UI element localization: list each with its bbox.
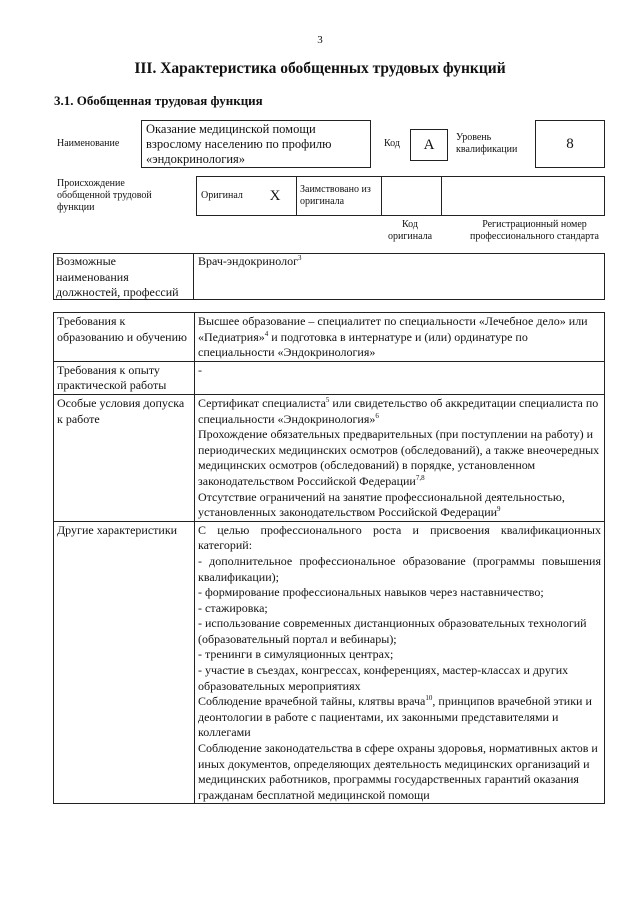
table-row <box>54 521 605 804</box>
experience-value: - <box>195 361 605 394</box>
name-value: Оказание медицинской помощи взрослому населению по профилю «эндокринология» <box>141 120 371 168</box>
table-row <box>54 361 605 394</box>
origin-label: Происхождение обобщенной трудовой функции <box>57 178 152 213</box>
positions-label: Возможные наименования должностей, профессий <box>56 254 179 300</box>
experience-label: Требования к опыту практической работы <box>54 361 195 394</box>
level-label: Уровень квалификации <box>456 132 518 155</box>
section-title: III. Характеристика обобщенных трудовых функций <box>134 60 506 77</box>
code-label: Код <box>384 138 400 149</box>
origin-divider <box>296 176 297 216</box>
code-value: A <box>410 129 448 161</box>
positions-divider <box>193 253 194 300</box>
borrowed-label: Заимствовано из оригинала <box>300 184 371 207</box>
name-label: Наименование <box>57 138 120 149</box>
other-characteristics-value: С целью профессионального роста и присвоения квалификационных категорий: - дополнительное профессиональное образование (программы повышения квалификации); - формирование профессиональных навыков через наставничество; - стажировка; - использование современных дистанционных образовательных технологий (образовательный портал и вебинары); - тренинги в симуляционных центрах; - участие в съездах, конгрессах, конференциях, мастер-классах и других образовательных мероприятиях Соблюдение врачебной тайны, клятвы врача$^{10}$, принципов врачебной этики и деонтологии в работе с пациентами, их законными представителями и коллегами Соблюдение законодательства в сфере охраны здоровья, нормативных актов и иных документов, определяющих деятельность медицинских организаций и медицинских работников, программы государственных гарантий оказания гражданам бесплатной медицинской помощи <box>195 521 605 804</box>
subsection-title: 3.1. Обобщенная трудовая функция <box>54 93 263 108</box>
origin-table <box>196 176 605 216</box>
education-label: Требования к образованию и обучению <box>54 313 195 362</box>
code-caption: Код оригинала <box>387 219 433 242</box>
education-value: Высшее образование – специалитет по специальности «Лечебное дело» или «Педиатрия»$^4$ и подготовка в интернатуре и (или) ординатуре по специальности «Эндокринология» <box>195 313 605 362</box>
table-row <box>54 313 605 362</box>
origin-divider <box>441 176 442 216</box>
requirements-table <box>53 312 605 804</box>
origin-divider <box>381 176 382 216</box>
table-row <box>54 394 605 521</box>
other-characteristics-label: Другие характеристики <box>54 521 195 804</box>
special-conditions-label: Особые условия допуска к работе <box>54 394 195 521</box>
level-value: 8 <box>535 120 605 168</box>
reg-caption: Регистрационный номер профессионального стандарта <box>470 219 599 242</box>
page-number: 3 <box>317 34 323 46</box>
special-conditions-value: Сертификат специалиста$^5$ или свидетельство об аккредитации специалиста по специальности «Эндокринология»$^6$ Прохождение обязательных предварительных (при поступлении на работу) и периодических медицинских осмотров (обследований), а также внеочередных медицинских осмотров (обследований) в порядке, установленном законодательством Российской Федерации$^{7,8}$ Отсутствие ограничений на занятие профессиональной деятельностью, установленных законодательством Российской Федерации$^9$ <box>195 394 605 521</box>
positions-value: Врач-эндокринолог$^3$ <box>198 254 302 268</box>
original-mark: X <box>269 187 281 204</box>
original-label: Оригинал <box>201 190 243 201</box>
